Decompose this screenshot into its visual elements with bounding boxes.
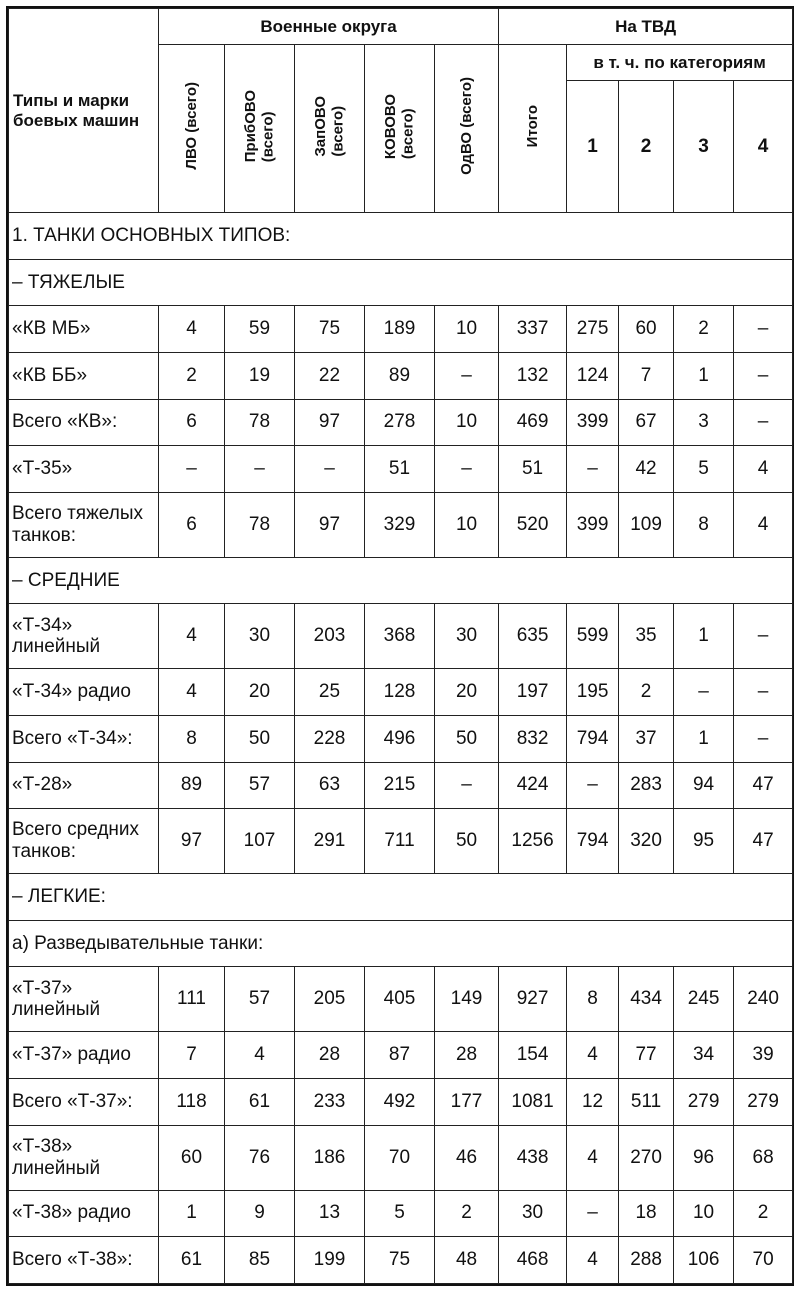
cell-cat1: 275 — [567, 306, 619, 353]
column-header-odvo: ОдВО (всего) — [435, 45, 499, 213]
table-row — [9, 669, 793, 716]
row-label: Всего «Т-37»: — [9, 1078, 159, 1125]
cell-cat1: 4 — [567, 1125, 619, 1190]
cell-zapovo: 203 — [295, 604, 365, 669]
cell-cat1: 195 — [567, 669, 619, 716]
cell-itogo: 635 — [499, 604, 567, 669]
table-row — [9, 809, 793, 874]
cell-cat3: 1 — [674, 604, 734, 669]
cell-cat3: 245 — [674, 967, 734, 1032]
cell-kovovo: 329 — [365, 492, 435, 557]
cell-lvo: 6 — [159, 399, 225, 446]
cell-cat1: 4 — [567, 1237, 619, 1284]
cell-kovovo: 496 — [365, 715, 435, 762]
cell-odvo: 149 — [435, 967, 499, 1032]
cell-lvo: 111 — [159, 967, 225, 1032]
table-row — [9, 1032, 793, 1079]
cell-kovovo: 189 — [365, 306, 435, 353]
cell-cat3: 5 — [674, 446, 734, 493]
cell-cat4: – — [734, 306, 793, 353]
cell-kovovo: 278 — [365, 399, 435, 446]
cell-odvo: 48 — [435, 1237, 499, 1284]
cell-kovovo: 5 — [365, 1190, 435, 1237]
cell-cat2: 35 — [619, 604, 674, 669]
cell-cat3: 94 — [674, 762, 734, 809]
cell-cat2: 42 — [619, 446, 674, 493]
cell-cat3: 8 — [674, 492, 734, 557]
cell-pribovo: – — [225, 446, 295, 493]
cell-itogo: 197 — [499, 669, 567, 716]
cell-cat3: 279 — [674, 1078, 734, 1125]
cell-zapovo: 97 — [295, 399, 365, 446]
cell-cat1: 399 — [567, 399, 619, 446]
tvd-header: На ТВД — [499, 9, 793, 45]
cell-cat2: 511 — [619, 1078, 674, 1125]
cell-odvo: 28 — [435, 1032, 499, 1079]
cell-odvo: 46 — [435, 1125, 499, 1190]
row-label: «Т-35» — [9, 446, 159, 493]
cell-cat1: 794 — [567, 715, 619, 762]
table-row — [9, 967, 793, 1032]
cell-cat1: – — [567, 446, 619, 493]
cell-lvo: 8 — [159, 715, 225, 762]
cell-cat3: – — [674, 669, 734, 716]
section-heading-main-tanks: 1. ТАНКИ ОСНОВНЫХ ТИПОВ: — [9, 213, 793, 260]
cell-lvo: 118 — [159, 1078, 225, 1125]
cell-zapovo: 291 — [295, 809, 365, 874]
cell-odvo: 10 — [435, 492, 499, 557]
cell-cat3: 10 — [674, 1190, 734, 1237]
cell-lvo: 61 — [159, 1237, 225, 1284]
cell-cat2: 270 — [619, 1125, 674, 1190]
table-row — [9, 604, 793, 669]
cell-itogo: 438 — [499, 1125, 567, 1190]
cell-lvo: – — [159, 446, 225, 493]
military-districts-header: Военные округа — [159, 9, 499, 45]
cell-cat2: 7 — [619, 352, 674, 399]
cell-kovovo: 75 — [365, 1237, 435, 1284]
cell-zapovo: 186 — [295, 1125, 365, 1190]
cell-pribovo: 20 — [225, 669, 295, 716]
table-row — [9, 762, 793, 809]
row-label: «Т-34» радио — [9, 669, 159, 716]
column-header-cat2: 2 — [619, 81, 674, 213]
column-header-itogo: Итого — [499, 45, 567, 213]
cell-cat2: 67 — [619, 399, 674, 446]
cell-kovovo: 215 — [365, 762, 435, 809]
cell-itogo: 51 — [499, 446, 567, 493]
table-row — [9, 492, 793, 557]
cell-odvo: 30 — [435, 604, 499, 669]
table-row — [9, 306, 793, 353]
table-row — [9, 446, 793, 493]
table-row — [9, 1237, 793, 1284]
cell-lvo: 4 — [159, 669, 225, 716]
cell-lvo: 4 — [159, 306, 225, 353]
cell-lvo: 2 — [159, 352, 225, 399]
cell-cat2: 37 — [619, 715, 674, 762]
column-header-cat1: 1 — [567, 81, 619, 213]
cell-odvo: 10 — [435, 306, 499, 353]
cell-kovovo: 368 — [365, 604, 435, 669]
row-label: Всего «Т-34»: — [9, 715, 159, 762]
cell-itogo: 337 — [499, 306, 567, 353]
row-label: «КВ МБ» — [9, 306, 159, 353]
cell-cat3: 3 — [674, 399, 734, 446]
cell-cat4: 47 — [734, 809, 793, 874]
cell-cat2: 283 — [619, 762, 674, 809]
column-header-kovovo: КОВОВО (всего) — [365, 45, 435, 213]
cell-cat4: – — [734, 352, 793, 399]
cell-odvo: 2 — [435, 1190, 499, 1237]
column-header-cat4: 4 — [734, 81, 793, 213]
categories-header: в т. ч. по категориям — [567, 45, 793, 81]
tank-distribution-table-sheet — [6, 6, 794, 1286]
cell-zapovo: 13 — [295, 1190, 365, 1237]
cell-cat1: 4 — [567, 1032, 619, 1079]
cell-cat3: 2 — [674, 306, 734, 353]
column-header-pribovo: ПрибОВО (всего) — [225, 45, 295, 213]
section-heading-light: – ЛЕГКИЕ: — [9, 874, 793, 921]
cell-kovovo: 405 — [365, 967, 435, 1032]
row-label: «Т-37» линейный — [9, 967, 159, 1032]
cell-cat4: – — [734, 715, 793, 762]
cell-itogo: 154 — [499, 1032, 567, 1079]
cell-itogo: 832 — [499, 715, 567, 762]
cell-itogo: 1256 — [499, 809, 567, 874]
cell-lvo: 4 — [159, 604, 225, 669]
cell-itogo: 520 — [499, 492, 567, 557]
cell-lvo: 6 — [159, 492, 225, 557]
cell-itogo: 132 — [499, 352, 567, 399]
cell-cat1: 399 — [567, 492, 619, 557]
row-label: «Т-28» — [9, 762, 159, 809]
cell-zapovo: 228 — [295, 715, 365, 762]
cell-cat4: 279 — [734, 1078, 793, 1125]
cell-pribovo: 78 — [225, 492, 295, 557]
table-row — [9, 1078, 793, 1125]
cell-cat2: 288 — [619, 1237, 674, 1284]
cell-cat3: 106 — [674, 1237, 734, 1284]
table-row — [9, 1125, 793, 1190]
row-label: Всего тяжелых танков: — [9, 492, 159, 557]
cell-zapovo: 22 — [295, 352, 365, 399]
cell-zapovo: 28 — [295, 1032, 365, 1079]
table-row — [9, 399, 793, 446]
cell-odvo: – — [435, 762, 499, 809]
row-label: «Т-37» радио — [9, 1032, 159, 1079]
cell-kovovo: 51 — [365, 446, 435, 493]
cell-lvo: 60 — [159, 1125, 225, 1190]
cell-zapovo: 75 — [295, 306, 365, 353]
cell-pribovo: 76 — [225, 1125, 295, 1190]
cell-odvo: 20 — [435, 669, 499, 716]
cell-itogo: 424 — [499, 762, 567, 809]
cell-cat3: 95 — [674, 809, 734, 874]
cell-itogo: 469 — [499, 399, 567, 446]
cell-cat2: 18 — [619, 1190, 674, 1237]
cell-cat2: 60 — [619, 306, 674, 353]
cell-lvo: 89 — [159, 762, 225, 809]
row-label: «Т-34» линейный — [9, 604, 159, 669]
cell-odvo: 50 — [435, 809, 499, 874]
cell-cat3: 1 — [674, 352, 734, 399]
cell-odvo: – — [435, 446, 499, 493]
cell-pribovo: 78 — [225, 399, 295, 446]
cell-cat2: 320 — [619, 809, 674, 874]
cell-pribovo: 30 — [225, 604, 295, 669]
cell-cat2: 109 — [619, 492, 674, 557]
row-label: Всего «Т-38»: — [9, 1237, 159, 1284]
cell-pribovo: 57 — [225, 762, 295, 809]
cell-pribovo: 4 — [225, 1032, 295, 1079]
table-row — [9, 352, 793, 399]
cell-cat4: 4 — [734, 492, 793, 557]
row-label: «Т-38» линейный — [9, 1125, 159, 1190]
cell-cat4: 47 — [734, 762, 793, 809]
cell-itogo: 927 — [499, 967, 567, 1032]
cell-cat2: 77 — [619, 1032, 674, 1079]
cell-zapovo: 199 — [295, 1237, 365, 1284]
cell-kovovo: 711 — [365, 809, 435, 874]
column-header-cat3: 3 — [674, 81, 734, 213]
cell-lvo: 7 — [159, 1032, 225, 1079]
cell-cat4: 68 — [734, 1125, 793, 1190]
cell-odvo: 10 — [435, 399, 499, 446]
row-label: «КВ ББ» — [9, 352, 159, 399]
cell-odvo: 50 — [435, 715, 499, 762]
column-header-zapovo: ЗапОВО (всего) — [295, 45, 365, 213]
cell-cat1: 124 — [567, 352, 619, 399]
cell-pribovo: 59 — [225, 306, 295, 353]
cell-pribovo: 85 — [225, 1237, 295, 1284]
cell-pribovo: 19 — [225, 352, 295, 399]
cell-lvo: 97 — [159, 809, 225, 874]
cell-kovovo: 89 — [365, 352, 435, 399]
column-header-lvo: ЛВО (всего) — [159, 45, 225, 213]
cell-pribovo: 61 — [225, 1078, 295, 1125]
cell-itogo: 468 — [499, 1237, 567, 1284]
cell-cat1: 8 — [567, 967, 619, 1032]
cell-cat1: 12 — [567, 1078, 619, 1125]
row-label: Всего «КВ»: — [9, 399, 159, 446]
cell-kovovo: 87 — [365, 1032, 435, 1079]
cell-cat2: 434 — [619, 967, 674, 1032]
cell-pribovo: 50 — [225, 715, 295, 762]
vehicle-type-header: Типы и марки боевых машин — [9, 9, 159, 213]
section-heading-medium: – СРЕДНИЕ — [9, 557, 793, 604]
cell-cat3: 34 — [674, 1032, 734, 1079]
cell-zapovo: 233 — [295, 1078, 365, 1125]
table-row — [9, 715, 793, 762]
cell-cat4: 39 — [734, 1032, 793, 1079]
cell-pribovo: 9 — [225, 1190, 295, 1237]
cell-cat4: – — [734, 604, 793, 669]
cell-zapovo: 63 — [295, 762, 365, 809]
cell-itogo: 30 — [499, 1190, 567, 1237]
cell-cat4: 240 — [734, 967, 793, 1032]
row-label: Всего средних танков: — [9, 809, 159, 874]
cell-odvo: 177 — [435, 1078, 499, 1125]
cell-cat4: – — [734, 399, 793, 446]
cell-cat4: 4 — [734, 446, 793, 493]
cell-kovovo: 492 — [365, 1078, 435, 1125]
cell-kovovo: 128 — [365, 669, 435, 716]
cell-zapovo: 205 — [295, 967, 365, 1032]
cell-cat3: 1 — [674, 715, 734, 762]
cell-cat1: – — [567, 1190, 619, 1237]
cell-zapovo: 25 — [295, 669, 365, 716]
cell-cat1: 599 — [567, 604, 619, 669]
cell-lvo: 1 — [159, 1190, 225, 1237]
cell-cat4: 70 — [734, 1237, 793, 1284]
table-row — [9, 1190, 793, 1237]
cell-cat4: – — [734, 669, 793, 716]
section-heading-heavy: – ТЯЖЕЛЫЕ — [9, 259, 793, 306]
cell-cat1: – — [567, 762, 619, 809]
cell-itogo: 1081 — [499, 1078, 567, 1125]
row-label: «Т-38» радио — [9, 1190, 159, 1237]
cell-cat2: 2 — [619, 669, 674, 716]
cell-kovovo: 70 — [365, 1125, 435, 1190]
cell-cat3: 96 — [674, 1125, 734, 1190]
section-heading-recon: а) Разведывательные танки: — [9, 920, 793, 967]
cell-zapovo: 97 — [295, 492, 365, 557]
cell-cat4: 2 — [734, 1190, 793, 1237]
cell-pribovo: 107 — [225, 809, 295, 874]
cell-zapovo: – — [295, 446, 365, 493]
cell-odvo: – — [435, 352, 499, 399]
cell-pribovo: 57 — [225, 967, 295, 1032]
tank-distribution-table — [8, 8, 793, 1284]
cell-cat1: 794 — [567, 809, 619, 874]
